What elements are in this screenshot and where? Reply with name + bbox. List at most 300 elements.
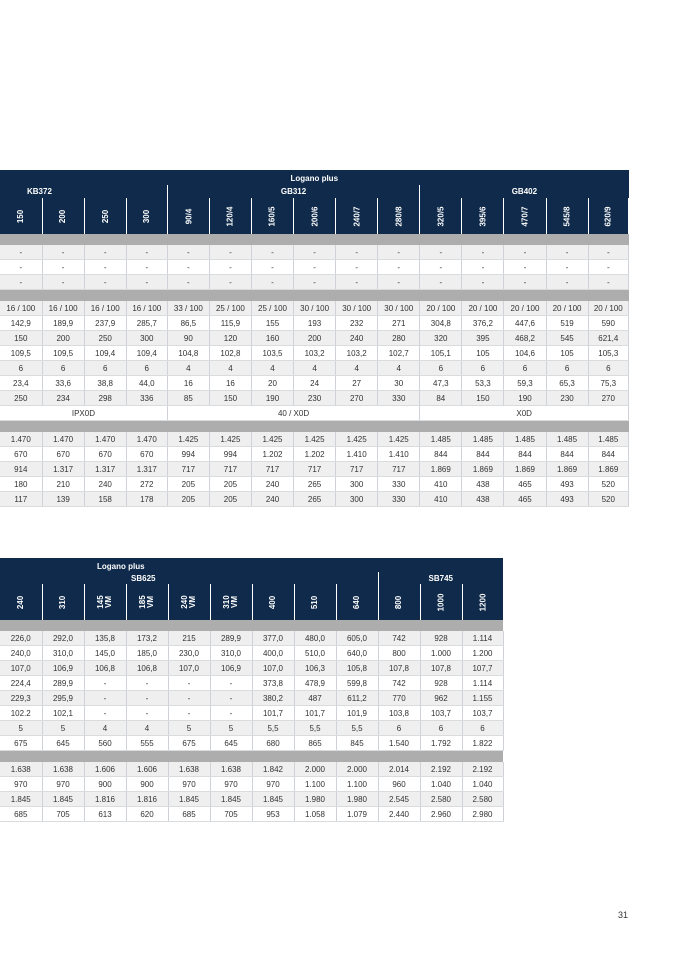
table-cell: 970 — [210, 777, 252, 792]
table-cell: 6 — [126, 361, 167, 376]
table-cell: 605,0 — [336, 631, 378, 646]
table-cell: 376,2 — [462, 316, 504, 331]
table-cell: 1.000 — [420, 646, 462, 661]
table-cell: 265 — [294, 492, 336, 507]
table-cell: 742 — [378, 631, 420, 646]
column-header: 240/7 — [336, 198, 378, 234]
table-cell: 289,9 — [210, 631, 252, 646]
table-cell: 560 — [84, 736, 126, 751]
table-cell: 6 — [462, 721, 503, 736]
table-cell: 1.470 — [126, 432, 167, 447]
table-row — [0, 477, 629, 492]
table-cell: 25 / 100 — [251, 301, 293, 316]
table-cell: 106,3 — [294, 661, 336, 676]
table-cell: 106,9 — [210, 661, 252, 676]
table-row — [0, 492, 629, 507]
table-cell: 103,8 — [378, 706, 420, 721]
table-cell: 103,7 — [462, 706, 503, 721]
table-cell: 173,2 — [126, 631, 168, 646]
column-header: 150 — [0, 198, 42, 234]
table-cell: 189,9 — [42, 316, 84, 331]
table-cell: - — [42, 245, 84, 260]
table-cell: 599,8 — [336, 676, 378, 691]
column-header: 510 — [294, 584, 336, 620]
column-header: 250 — [84, 198, 126, 234]
spec-table-bottom — [0, 558, 504, 822]
table-cell: 487 — [294, 691, 336, 706]
table-cell: - — [0, 245, 42, 260]
table-cell: 47,3 — [420, 376, 462, 391]
table-row — [0, 646, 503, 661]
table-cell: 101,7 — [252, 706, 294, 721]
table-cell: - — [462, 245, 504, 260]
column-header: 395/6 — [462, 198, 504, 234]
column-header-row — [0, 198, 629, 234]
table-cell: 300 — [336, 492, 378, 507]
table-cell: 1.485 — [462, 432, 504, 447]
column-header: 1000 — [420, 584, 462, 620]
table-cell: 250 — [84, 331, 126, 346]
table-cell: 272 — [126, 477, 167, 492]
table-cell: 4 — [378, 361, 420, 376]
table-cell: 717 — [336, 462, 378, 477]
header-spacer — [378, 558, 503, 572]
table-cell: - — [126, 260, 167, 275]
table-cell: 953 — [252, 807, 294, 822]
table-cell: 717 — [167, 462, 209, 477]
table-cell: 994 — [167, 447, 209, 462]
table-cell: 75,3 — [588, 376, 628, 391]
table-cell: 373,8 — [252, 676, 294, 691]
table-cell: 675 — [0, 736, 42, 751]
column-header: 280/8 — [378, 198, 420, 234]
table-cell: - — [378, 275, 420, 290]
table-cell: - — [251, 275, 293, 290]
table-cell: 105,8 — [336, 661, 378, 676]
table-cell: 230 — [546, 391, 588, 406]
table-cell: 300 — [336, 477, 378, 492]
table-cell: 844 — [462, 447, 504, 462]
table-cell: 770 — [378, 691, 420, 706]
table-cell: 717 — [378, 462, 420, 477]
table-cell: 410 — [420, 477, 462, 492]
table-cell: - — [378, 245, 420, 260]
table-cell: 2.545 — [378, 792, 420, 807]
table-cell: - — [251, 260, 293, 275]
table-cell: 38,8 — [84, 376, 126, 391]
table-cell: 970 — [252, 777, 294, 792]
table-cell: - — [336, 275, 378, 290]
table-cell: 1.425 — [251, 432, 293, 447]
table-cell: 670 — [126, 447, 167, 462]
table-cell: 230 — [294, 391, 336, 406]
table-cell: 670 — [84, 447, 126, 462]
table-cell: 150 — [462, 391, 504, 406]
table-cell: 205 — [167, 477, 209, 492]
table-cell: 1.638 — [42, 762, 84, 777]
table-cell: 717 — [209, 462, 251, 477]
group-heading-kb372: KB372 — [0, 185, 167, 198]
table-cell: 1.040 — [420, 777, 462, 792]
table-cell: 1.200 — [462, 646, 503, 661]
table-cell: - — [504, 245, 546, 260]
table-cell: 300 — [126, 331, 167, 346]
table-cell: 158 — [84, 492, 126, 507]
table-cell: 5,5 — [294, 721, 336, 736]
table-cell: 1.816 — [84, 792, 126, 807]
column-header: 200/6 — [294, 198, 336, 234]
table-cell: 234 — [42, 391, 84, 406]
table-cell: 310,0 — [42, 646, 84, 661]
table-cell: 190 — [504, 391, 546, 406]
table-cell: 16 / 100 — [84, 301, 126, 316]
table-cell: 230,0 — [168, 646, 210, 661]
table-cell: - — [462, 275, 504, 290]
table-cell: 1.845 — [0, 792, 42, 807]
table-cell: 1.058 — [294, 807, 336, 822]
table-cell: 1.816 — [126, 792, 168, 807]
table-cell: 224,4 — [0, 676, 42, 691]
table-cell: 1.100 — [336, 777, 378, 792]
table-cell: 1.638 — [168, 762, 210, 777]
table-row — [0, 762, 503, 777]
table-cell: 468,2 — [504, 331, 546, 346]
table-cell: 23,4 — [0, 376, 42, 391]
table-row — [0, 406, 629, 421]
table-cell: 240 — [251, 477, 293, 492]
table-cell: 438 — [462, 477, 504, 492]
table-cell: 555 — [126, 736, 168, 751]
table-cell: 330 — [378, 492, 420, 507]
table-cell: - — [42, 260, 84, 275]
table-cell: 106,8 — [126, 661, 168, 676]
table-cell: 1.869 — [546, 462, 588, 477]
table-cell: 270 — [336, 391, 378, 406]
table-cell: 107,0 — [0, 661, 42, 676]
table-cell: 545 — [546, 331, 588, 346]
table-cell: 104,8 — [167, 346, 209, 361]
table-cell: 1.410 — [336, 447, 378, 462]
table-cell: 1.869 — [588, 462, 628, 477]
table-cell: - — [167, 260, 209, 275]
table-cell: 109,5 — [42, 346, 84, 361]
table-cell: 1.114 — [462, 631, 503, 646]
table-cell: 2.440 — [378, 807, 420, 822]
table-cell: 310,0 — [210, 646, 252, 661]
table-cell: 1.470 — [0, 432, 42, 447]
table-cell: 320 — [420, 331, 462, 346]
table-cell: 1.845 — [168, 792, 210, 807]
table-cell: 1.606 — [126, 762, 168, 777]
table-cell: - — [546, 245, 588, 260]
table-cell: 226,0 — [0, 631, 42, 646]
table-cell: 960 — [378, 777, 420, 792]
table-cell: 205 — [209, 492, 251, 507]
table-cell: 109,4 — [84, 346, 126, 361]
table-cell: 493 — [546, 492, 588, 507]
table-cell: 27 — [336, 376, 378, 391]
table-cell: - — [84, 245, 126, 260]
table-cell: 86,5 — [167, 316, 209, 331]
protection-class-cell: 40 / X0D — [167, 406, 419, 421]
column-header: 90/4 — [167, 198, 209, 234]
table-cell: 493 — [546, 477, 588, 492]
table-cell: 240,0 — [0, 646, 42, 661]
table-cell: - — [84, 260, 126, 275]
table-row — [0, 391, 629, 406]
table-cell: 330 — [378, 391, 420, 406]
table-cell: 271 — [378, 316, 420, 331]
table-cell: 6 — [546, 361, 588, 376]
table-cell: 1.202 — [294, 447, 336, 462]
table-cell: 30 / 100 — [336, 301, 378, 316]
table-cell: 845 — [336, 736, 378, 751]
table-cell: - — [588, 275, 628, 290]
table-cell: - — [504, 275, 546, 290]
table-cell: 1.425 — [167, 432, 209, 447]
table-cell: - — [167, 245, 209, 260]
table-cell: 229,3 — [0, 691, 42, 706]
table-row — [0, 331, 629, 346]
table-cell: - — [294, 245, 336, 260]
table-row — [0, 691, 503, 706]
table-cell: 970 — [168, 777, 210, 792]
table-cell: 295,9 — [42, 691, 84, 706]
section-divider — [0, 421, 629, 433]
column-header: 300 — [126, 198, 167, 234]
table-cell: 5 — [210, 721, 252, 736]
table-cell: 4 — [294, 361, 336, 376]
table-cell: 2.000 — [294, 762, 336, 777]
table-row — [0, 721, 503, 736]
table-cell: 1.425 — [294, 432, 336, 447]
table-cell: 150 — [0, 331, 42, 346]
table-section-dimensions — [0, 432, 629, 507]
table-cell: 107,0 — [252, 661, 294, 676]
table-cell: 210 — [42, 477, 84, 492]
table-cell: 103,2 — [294, 346, 336, 361]
table-cell: 970 — [0, 777, 42, 792]
table-cell: 1.485 — [504, 432, 546, 447]
table-cell: 1.425 — [336, 432, 378, 447]
column-header: 240 — [0, 584, 42, 620]
table-row — [0, 661, 503, 676]
table-cell: - — [209, 275, 251, 290]
table-cell: 705 — [42, 807, 84, 822]
table-cell: - — [210, 691, 252, 706]
table-cell: 1.869 — [504, 462, 546, 477]
table-cell: - — [251, 245, 293, 260]
table-cell: - — [126, 676, 168, 691]
table-cell: 1.869 — [462, 462, 504, 477]
table-cell: 237,9 — [84, 316, 126, 331]
column-header: 320/5 — [420, 198, 462, 234]
table-cell: 30 / 100 — [294, 301, 336, 316]
table-cell: 900 — [84, 777, 126, 792]
table-cell: 1.485 — [546, 432, 588, 447]
group-heading-sb625: SB625 — [0, 572, 378, 584]
table-cell: 84 — [420, 391, 462, 406]
table-cell: 250 — [0, 391, 42, 406]
table-cell: 6 — [462, 361, 504, 376]
column-header-row — [0, 584, 503, 620]
table-section-performance — [0, 631, 503, 751]
table-cell: - — [420, 245, 462, 260]
table-section-dash — [0, 245, 629, 290]
table-cell: 1.822 — [462, 736, 503, 751]
table-cell: 106,9 — [42, 661, 84, 676]
table-cell: 139 — [42, 492, 84, 507]
table-cell: 928 — [420, 676, 462, 691]
table-cell: 16 / 100 — [42, 301, 84, 316]
table-cell: 447,6 — [504, 316, 546, 331]
table-cell: 844 — [588, 447, 628, 462]
table-cell: 5 — [42, 721, 84, 736]
table-cell: 4 — [251, 361, 293, 376]
table-row — [0, 447, 629, 462]
table-cell: - — [546, 275, 588, 290]
table-cell: 107,0 — [168, 661, 210, 676]
table-row — [0, 706, 503, 721]
table-cell: 970 — [42, 777, 84, 792]
table-cell: 102,1 — [42, 706, 84, 721]
table-cell: 280 — [378, 331, 420, 346]
table-cell: 105 — [546, 346, 588, 361]
table-cell: 717 — [294, 462, 336, 477]
table-cell: 102,8 — [209, 346, 251, 361]
table-cell: 304,8 — [420, 316, 462, 331]
table-cell: 178 — [126, 492, 167, 507]
table-cell: 2.192 — [462, 762, 503, 777]
table-cell: 270 — [588, 391, 628, 406]
table-cell: 2.192 — [420, 762, 462, 777]
table-cell: 135,8 — [84, 631, 126, 646]
column-header: 145 VM — [84, 584, 126, 620]
table-cell: 1.485 — [588, 432, 628, 447]
table-cell: 101,7 — [294, 706, 336, 721]
table-cell: 6 — [420, 361, 462, 376]
table-cell: 510,0 — [294, 646, 336, 661]
column-header: 240 VM — [168, 584, 210, 620]
group-heading-gb312: GB312 — [167, 185, 419, 198]
table-cell: 109,4 — [126, 346, 167, 361]
table-cell: 103,7 — [420, 706, 462, 721]
table-cell: 590 — [588, 316, 628, 331]
table-cell: 670 — [42, 447, 84, 462]
table-cell: 240 — [84, 477, 126, 492]
table-cell: 410 — [420, 492, 462, 507]
table-cell: - — [336, 245, 378, 260]
table-cell: 6 — [42, 361, 84, 376]
table-cell: 395 — [462, 331, 504, 346]
table-cell: 145,0 — [84, 646, 126, 661]
table-cell: 336 — [126, 391, 167, 406]
table-cell: - — [126, 245, 167, 260]
table-cell: - — [504, 260, 546, 275]
table-row — [0, 301, 629, 316]
table-cell: 962 — [420, 691, 462, 706]
table-row — [0, 676, 503, 691]
table-cell: 24 — [294, 376, 336, 391]
table-cell: 1.606 — [84, 762, 126, 777]
table-cell: - — [84, 275, 126, 290]
table-cell: 2.580 — [462, 792, 503, 807]
table-cell: 190 — [251, 391, 293, 406]
table-cell: 265 — [294, 477, 336, 492]
table-cell: 103,5 — [251, 346, 293, 361]
table-cell: - — [294, 260, 336, 275]
table-cell: 1.638 — [0, 762, 42, 777]
table-row — [0, 432, 629, 447]
table-cell: 103,2 — [336, 346, 378, 361]
table-cell: 520 — [588, 492, 628, 507]
table-cell: - — [0, 260, 42, 275]
table-cell: - — [336, 260, 378, 275]
table-cell: 107,8 — [378, 661, 420, 676]
table-cell: - — [84, 676, 126, 691]
table-cell: 621,4 — [588, 331, 628, 346]
table-cell: 205 — [167, 492, 209, 507]
table-cell: 85 — [167, 391, 209, 406]
table-cell: 33,6 — [42, 376, 84, 391]
table-cell: 155 — [251, 316, 293, 331]
table-cell: 1.317 — [84, 462, 126, 477]
table-cell: 465 — [504, 492, 546, 507]
table-cell: - — [0, 275, 42, 290]
table-cell: 914 — [0, 462, 42, 477]
table-cell: - — [588, 260, 628, 275]
table-cell: 120 — [209, 331, 251, 346]
table-cell: 480,0 — [294, 631, 336, 646]
table-row — [0, 245, 629, 260]
table-cell: 150 — [209, 391, 251, 406]
table-cell: 33 / 100 — [167, 301, 209, 316]
table-cell: - — [84, 706, 126, 721]
table-row — [0, 736, 503, 751]
section-divider — [0, 234, 629, 245]
table-row — [0, 792, 503, 807]
table-row — [0, 275, 629, 290]
table-section-performance — [0, 301, 629, 406]
table-cell: 2.000 — [336, 762, 378, 777]
table-cell: 1.869 — [420, 462, 462, 477]
column-header: 120/4 — [209, 198, 251, 234]
table-cell: 6 — [504, 361, 546, 376]
table-cell: 844 — [504, 447, 546, 462]
table-cell: 1.792 — [420, 736, 462, 751]
table-cell: - — [210, 676, 252, 691]
table-row — [0, 807, 503, 822]
table-cell: 20 / 100 — [504, 301, 546, 316]
table-cell: 20 / 100 — [588, 301, 628, 316]
table-cell: - — [84, 691, 126, 706]
column-header: 470/7 — [504, 198, 546, 234]
table-cell: 16 / 100 — [0, 301, 42, 316]
table-cell: 685 — [168, 807, 210, 822]
column-header: 200 — [42, 198, 84, 234]
table-cell: 645 — [210, 736, 252, 751]
table-cell: 298 — [84, 391, 126, 406]
group-heading-gb402: GB402 — [420, 185, 629, 198]
table-cell: 1.470 — [42, 432, 84, 447]
table-cell: 240 — [336, 331, 378, 346]
table-cell: 25 / 100 — [209, 301, 251, 316]
table-cell: 105,1 — [420, 346, 462, 361]
table-cell: - — [210, 706, 252, 721]
table-cell: 6 — [0, 361, 42, 376]
table-cell: - — [588, 245, 628, 260]
table-cell: 1.040 — [462, 777, 503, 792]
